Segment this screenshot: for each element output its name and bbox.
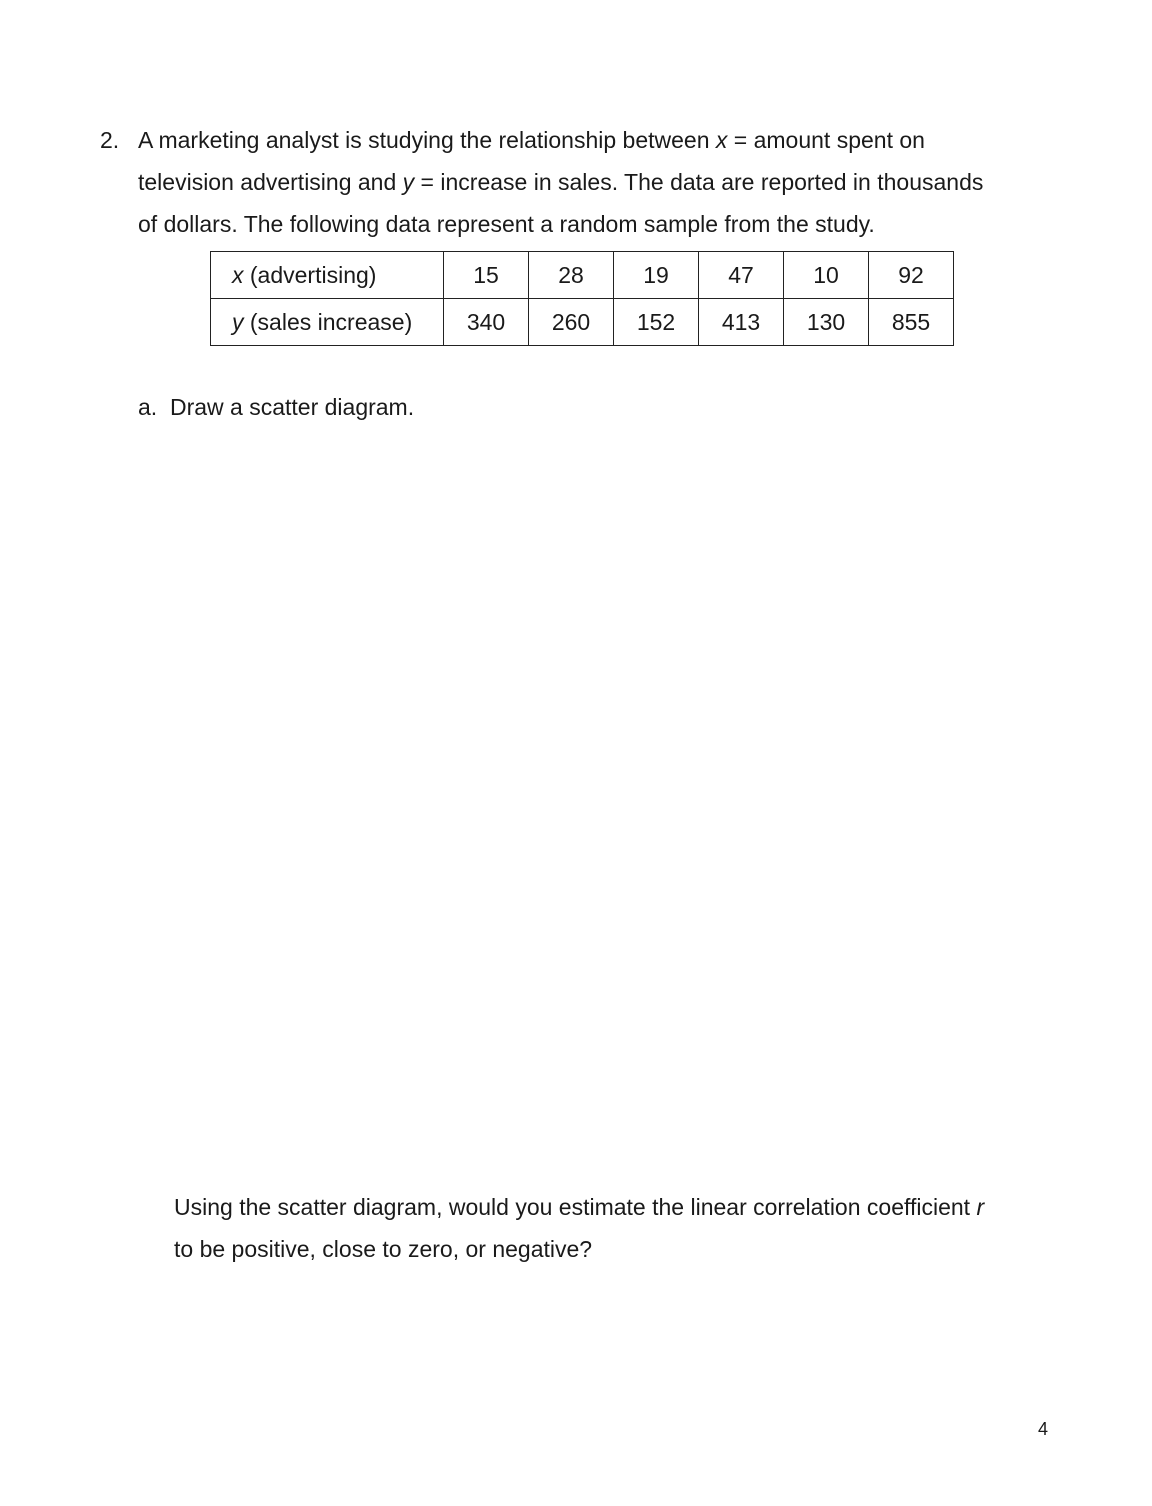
table-row-x xyxy=(211,252,954,299)
problem-line-3: of dollars. The following data represent a random sample from the study. xyxy=(138,211,875,237)
y-value-cell: 413 xyxy=(699,299,784,346)
x-value-cell: 15 xyxy=(444,252,529,299)
y-value-cell: 130 xyxy=(784,299,869,346)
table-row-y xyxy=(211,299,954,346)
problem-line-1: A marketing analyst is studying the relationship between x = amount spent on xyxy=(138,127,925,153)
x-value-cell: 10 xyxy=(784,252,869,299)
x-value-cell: 47 xyxy=(699,252,784,299)
y-value-cell: 340 xyxy=(444,299,529,346)
x-header-cell: x (advertising) xyxy=(211,252,444,299)
page-number: 4 xyxy=(1038,1419,1049,1439)
problem-number: 2. xyxy=(100,127,120,153)
question-line-2: to be positive, close to zero, or negative? xyxy=(174,1236,593,1262)
problem-line-2: television advertising and y = increase in sales. The data are reported in thousands xyxy=(138,169,984,195)
x-value-cell: 19 xyxy=(614,252,699,299)
y-value-cell: 152 xyxy=(614,299,699,346)
y-header-cell: y (sales increase) xyxy=(211,299,444,346)
part-a xyxy=(138,393,414,421)
x-value-cell: 28 xyxy=(529,252,614,299)
y-value-cell: 260 xyxy=(529,299,614,346)
question-line-1: Using the scatter diagram, would you estimate the linear correlation coefficient r xyxy=(174,1194,985,1220)
part-a-text: Draw a scatter diagram. xyxy=(169,394,415,420)
data-table xyxy=(210,251,954,346)
x-value-cell: 92 xyxy=(869,252,954,299)
part-a-label: a. xyxy=(138,394,158,420)
y-value-cell: 855 xyxy=(869,299,954,346)
